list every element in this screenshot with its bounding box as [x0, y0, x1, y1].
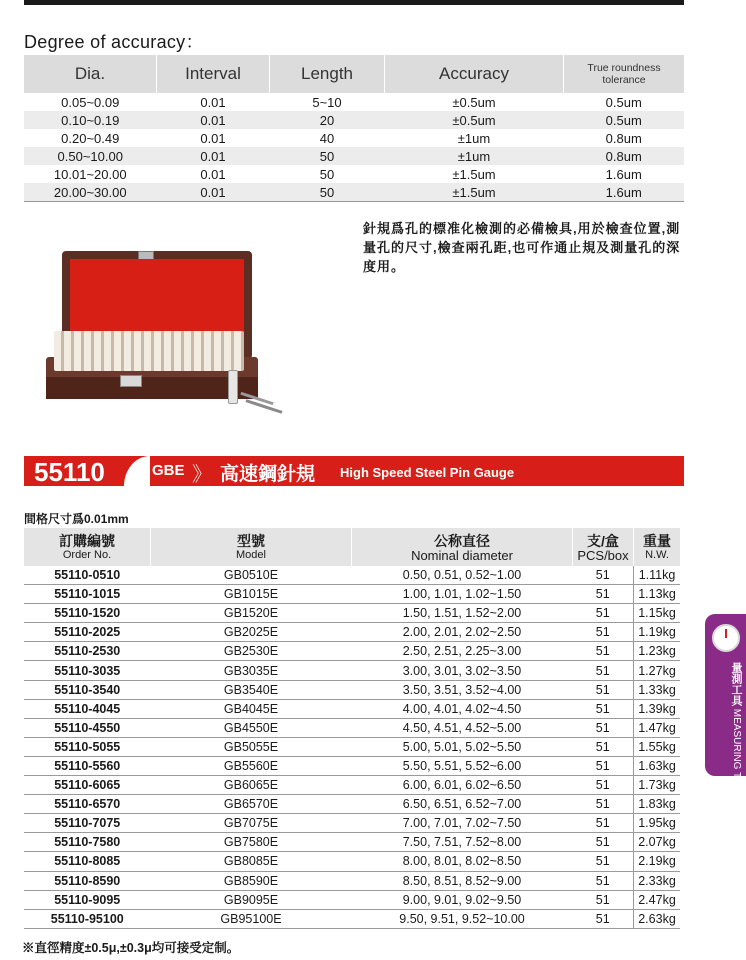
table-cell: 55110-2530 [24, 642, 151, 661]
table-cell: 4.00, 4.01, 4.02~4.50 [352, 699, 573, 718]
col-header-accuracy: Accuracy [385, 55, 564, 93]
col-header-weight-cn: 重量 [643, 532, 671, 549]
table-cell: 51 [573, 795, 634, 814]
table-cell: 2.63kg [634, 909, 681, 928]
table-row [24, 756, 680, 775]
spacing-note: 間格尺寸爲0.01mm [24, 512, 129, 526]
table-cell: 1.73kg [634, 776, 681, 795]
table-cell: GB4550E [151, 718, 352, 737]
table-row [24, 737, 680, 756]
table-cell: 0.01 [157, 93, 270, 111]
table-cell: GB7075E [151, 814, 352, 833]
table-cell: 51 [573, 737, 634, 756]
table-cell: 0.01 [157, 165, 270, 183]
table-cell: 10.01~20.00 [24, 165, 157, 183]
table-cell: 5~10 [270, 93, 385, 111]
table-cell: 1.15kg [634, 604, 681, 623]
table-row [24, 147, 684, 165]
table-cell: 51 [573, 699, 634, 718]
product-description: 針規爲孔的標准化檢測的必備檢具,用於檢查位置,測量孔的尺寸,檢查兩孔距,也可作通止規及測量孔的深度用。 [363, 221, 681, 274]
table-row [24, 680, 680, 699]
table-row [24, 909, 680, 928]
table-row [24, 871, 680, 890]
table-cell: 51 [573, 814, 634, 833]
pin-table-body [24, 566, 680, 928]
table-row [24, 776, 680, 795]
table-row [24, 718, 680, 737]
table-row [24, 814, 680, 833]
table-cell: 51 [573, 680, 634, 699]
table-cell: 1.11kg [634, 566, 681, 585]
table-cell: GB6065E [151, 776, 352, 795]
table-cell: GB3035E [151, 661, 352, 680]
accuracy-body [24, 93, 684, 202]
col-header-pcs-en: PCS/box [577, 547, 629, 563]
col-header-weight-en: N.W. [645, 548, 669, 561]
table-cell: GB1520E [151, 604, 352, 623]
table-cell: 0.05~0.09 [24, 93, 157, 111]
table-cell: 51 [573, 852, 634, 871]
col-header-diameter [352, 528, 573, 566]
table-cell: 55110-3540 [24, 680, 151, 699]
table-cell: 2.50, 2.51, 2.25~3.00 [352, 642, 573, 661]
table-cell: GB2530E [151, 642, 352, 661]
col-header-pcs [573, 528, 634, 566]
table-cell: 1.83kg [634, 795, 681, 814]
table-cell: GB5560E [151, 756, 352, 775]
col-header-diameter-cn: 公称直径 [434, 532, 490, 549]
col-header-interval: Interval [157, 55, 270, 93]
table-cell: ±0.5um [385, 93, 564, 111]
table-cell: 0.50~10.00 [24, 147, 157, 165]
top-rule [24, 0, 684, 5]
table-cell: 55110-7075 [24, 814, 151, 833]
side-tab-label-cn: 量測工具 [730, 662, 742, 706]
table-row [24, 93, 684, 111]
table-cell: 1.47kg [634, 718, 681, 737]
case-front [46, 377, 258, 399]
table-cell: 55110-5055 [24, 737, 151, 756]
table-cell: 1.63kg [634, 756, 681, 775]
table-cell: 55110-6570 [24, 795, 151, 814]
col-header-order [24, 528, 151, 566]
banner-title-en: High Speed Steel Pin Gauge [340, 465, 515, 480]
table-cell: 2.47kg [634, 890, 681, 909]
table-cell: 51 [573, 661, 634, 680]
col-header-model-cn: 型號 [237, 532, 265, 549]
table-cell: 40 [270, 129, 385, 147]
banner-brand: GBE [152, 462, 185, 479]
table-cell: 1.95kg [634, 814, 681, 833]
table-cell: 0.01 [157, 111, 270, 129]
dial-gauge-icon [712, 624, 740, 652]
pin-table-header-row [24, 528, 680, 566]
table-cell: 4.50, 4.51, 4.52~5.00 [352, 718, 573, 737]
table-cell: 2.19kg [634, 852, 681, 871]
table-cell: 1.6um [564, 183, 685, 202]
accuracy-heading: Degree of accuracy： [24, 32, 204, 52]
table-cell: 5.50, 5.51, 5.52~6.00 [352, 756, 573, 775]
table-cell: 7.00, 7.01, 7.02~7.50 [352, 814, 573, 833]
table-cell: GB2025E [151, 623, 352, 642]
table-cell: 1.13kg [634, 585, 681, 604]
table-row [24, 890, 680, 909]
table-cell: GB8590E [151, 871, 352, 890]
table-cell: 1.27kg [634, 661, 681, 680]
table-cell: GB7580E [151, 833, 352, 852]
table-cell: 55110-2025 [24, 623, 151, 642]
table-cell: 51 [573, 776, 634, 795]
product-photo [40, 245, 300, 415]
side-tab-label [712, 662, 742, 799]
table-cell: 51 [573, 718, 634, 737]
table-cell: 55110-3035 [24, 661, 151, 680]
table-cell: 0.10~0.19 [24, 111, 157, 129]
table-cell: 51 [573, 642, 634, 661]
col-header-model [151, 528, 352, 566]
table-cell: ±1um [385, 147, 564, 165]
table-cell: 55110-4550 [24, 718, 151, 737]
table-cell: 0.5um [564, 93, 685, 111]
table-cell: 50 [270, 147, 385, 165]
table-cell: 2.07kg [634, 833, 681, 852]
table-row [24, 604, 680, 623]
col-header-length: Length [270, 55, 385, 93]
table-cell: 0.01 [157, 183, 270, 202]
table-cell: GB0510E [151, 566, 352, 585]
table-row [24, 165, 684, 183]
table-cell: 20 [270, 111, 385, 129]
table-cell: 55110-6065 [24, 776, 151, 795]
table-cell: 0.8um [564, 147, 685, 165]
table-row [24, 183, 684, 202]
table-cell: 2.00, 2.01, 2.02~2.50 [352, 623, 573, 642]
table-cell: 51 [573, 890, 634, 909]
col-header-dia: Dia. [24, 55, 157, 93]
table-cell: 51 [573, 623, 634, 642]
table-row [24, 795, 680, 814]
col-header-roundness: True roundness tolerance [564, 55, 685, 93]
table-cell: 7.50, 7.51, 7.52~8.00 [352, 833, 573, 852]
table-cell: 55110-1520 [24, 604, 151, 623]
table-cell: ±1.5um [385, 183, 564, 202]
accuracy-table [24, 55, 684, 202]
table-cell: 51 [573, 833, 634, 852]
case-latch [120, 375, 142, 387]
banner-code: 55110 [34, 457, 105, 487]
table-cell: 55110-4045 [24, 699, 151, 718]
table-cell: 3.50, 3.51, 3.52~4.00 [352, 680, 573, 699]
table-cell: 5.00, 5.01, 5.02~5.50 [352, 737, 573, 756]
col-header-diameter-en: Nominal diameter [411, 547, 513, 563]
table-cell: 0.01 [157, 129, 270, 147]
table-cell: 0.50, 0.51, 0.52~1.00 [352, 566, 573, 585]
footnote: ※直徑精度±0.5μ,±0.3μ均可接受定制。 [22, 941, 240, 955]
table-cell: GB6570E [151, 795, 352, 814]
table-cell: 1.23kg [634, 642, 681, 661]
table-cell: 0.20~0.49 [24, 129, 157, 147]
banner-code-box [24, 456, 136, 486]
table-cell: 8.00, 8.01, 8.02~8.50 [352, 852, 573, 871]
table-cell: 51 [573, 585, 634, 604]
table-row [24, 852, 680, 871]
table-cell: 1.19kg [634, 623, 681, 642]
table-row [24, 111, 684, 129]
table-cell: 6.00, 6.01, 6.02~6.50 [352, 776, 573, 795]
table-cell: 1.50, 1.51, 1.52~2.00 [352, 604, 573, 623]
table-cell: 51 [573, 756, 634, 775]
table-cell: GB9095E [151, 890, 352, 909]
table-cell: 1.55kg [634, 737, 681, 756]
table-cell: ±0.5um [385, 111, 564, 129]
chevron-right-icon: 》 [192, 464, 212, 486]
pin-holder [228, 370, 238, 404]
table-cell: 8.50, 8.51, 8.52~9.00 [352, 871, 573, 890]
table-cell: 51 [573, 604, 634, 623]
table-cell: 1.6um [564, 165, 685, 183]
table-cell: 0.8um [564, 129, 685, 147]
table-row [24, 699, 680, 718]
table-cell: 9.50, 9.51, 9.52~10.00 [352, 909, 573, 928]
table-cell: 55110-1015 [24, 585, 151, 604]
table-cell: 55110-5560 [24, 756, 151, 775]
table-cell: GB95100E [151, 909, 352, 928]
table-cell: 55110-8590 [24, 871, 151, 890]
table-cell: 1.39kg [634, 699, 681, 718]
table-cell: 55110-0510 [24, 566, 151, 585]
table-cell: 9.00, 9.01, 9.02~9.50 [352, 890, 573, 909]
col-header-model-en: Model [236, 548, 266, 561]
table-cell: 20.00~30.00 [24, 183, 157, 202]
table-cell: GB3540E [151, 680, 352, 699]
table-cell: 55110-7580 [24, 833, 151, 852]
table-cell: 51 [573, 566, 634, 585]
table-cell: ±1um [385, 129, 564, 147]
table-cell: 51 [573, 871, 634, 890]
table-row [24, 661, 680, 680]
product-banner [24, 456, 684, 486]
table-cell: GB8085E [151, 852, 352, 871]
table-row [24, 129, 684, 147]
table-cell: 1.33kg [634, 680, 681, 699]
table-cell: 55110-95100 [24, 909, 151, 928]
table-row [24, 585, 680, 604]
table-cell: 55110-8085 [24, 852, 151, 871]
table-cell: GB5055E [151, 737, 352, 756]
accuracy-header-row [24, 55, 684, 93]
col-header-order-en: Order No. [62, 548, 112, 561]
table-cell: 0.5um [564, 111, 685, 129]
table-cell: ±1.5um [385, 165, 564, 183]
table-row [24, 833, 680, 852]
table-cell: 2.33kg [634, 871, 681, 890]
table-cell: 55110-9095 [24, 890, 151, 909]
table-row [24, 566, 680, 585]
table-cell: 3.00, 3.01, 3.02~3.50 [352, 661, 573, 680]
table-cell: 6.50, 6.51, 6.52~7.00 [352, 795, 573, 814]
table-cell: GB4045E [151, 699, 352, 718]
table-cell: GB1015E [151, 585, 352, 604]
table-row [24, 642, 680, 661]
table-cell: 51 [573, 909, 634, 928]
pin-rack [54, 331, 244, 371]
col-header-weight [634, 528, 681, 566]
col-header-order-cn: 訂購編號 [59, 532, 115, 549]
banner-title-cn: 高速鋼針規 [220, 464, 316, 485]
table-row [24, 623, 680, 642]
pin-gauge-table [24, 528, 680, 929]
table-cell: 50 [270, 183, 385, 202]
table-cell: 0.01 [157, 147, 270, 165]
side-tab-label-en: MEASURING TOOL [731, 708, 742, 799]
table-cell: 50 [270, 165, 385, 183]
col-header-pcs-cn: 支/盒 [587, 532, 619, 549]
table-cell: 1.00, 1.01, 1.02~1.50 [352, 585, 573, 604]
